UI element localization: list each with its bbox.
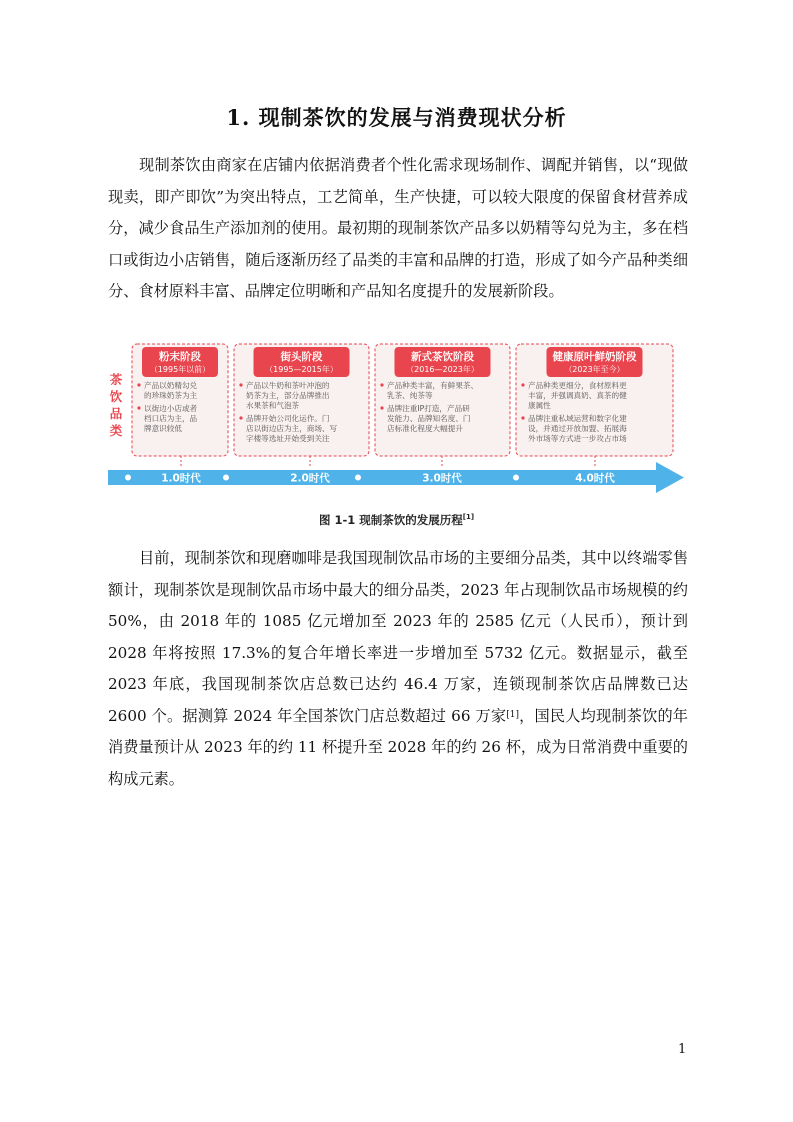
stage-name: 新式茶饮阶段 (411, 351, 474, 363)
side-label-char: 饮 (109, 389, 123, 404)
timeline-dot (223, 475, 229, 481)
stage-period: （2016—2023年） (406, 365, 479, 374)
stage-bullet-line: 牌意识较低 (144, 424, 182, 433)
era-label: 1.0时代 (161, 472, 201, 485)
stage-name: 健康原叶鲜奶阶段 (552, 351, 637, 363)
stage-bullet-line: 产品种类丰富，有鲜果茶、 (387, 381, 479, 390)
figure-caption (0, 512, 793, 528)
side-label-char: 品 (109, 406, 123, 421)
timeline-dot (513, 475, 519, 481)
side-label-char: 茶 (109, 372, 123, 387)
arrow-head (656, 462, 684, 493)
intro-paragraph: 现制茶饮由商家在店铺内依据消费者个性化需求现场制作、调配并销售，以“现做现卖，即产即饮”为突出特点，工艺简单，生产快捷，可以较大限度的保留食材营养成分，减少食品生产添加剂的使用。最初期的现制茶饮产品多以奶精等勾兑为主，多在档口或街边小店销售，随后逐渐历经了品类的丰富和品牌的打造，形成了如今产品种类细分、食材原料丰富、品牌定位明晰和产品知名度提升的发展新阶段。 (108, 156, 688, 300)
stage-bullet-line: 品牌注重私域运营和数字化建 (528, 414, 627, 423)
caption-ref: [1] (462, 513, 475, 522)
stage-bullet-line: 丰富，并强调真奶、真茶的健 (528, 391, 627, 400)
bullet-dot (380, 383, 383, 386)
era-label: 2.0时代 (290, 472, 330, 485)
bullet-dot (239, 383, 242, 386)
stage-bullet-line: 档口店为主，品 (144, 414, 198, 423)
market-paragraph (108, 543, 688, 795)
page-number: 1 (678, 1042, 687, 1057)
bullet-dot (380, 406, 383, 409)
bullet-dot (137, 383, 140, 386)
stage-bullet-line: 字楼等选址开始受到关注 (246, 434, 330, 443)
stage-bullet-line: 产品种类更细分，食材原料更 (528, 381, 627, 390)
stage-panel (132, 344, 228, 468)
stage-bullet-line: 以街边小店或者 (144, 404, 198, 413)
era-label: 4.0时代 (575, 472, 615, 485)
page-title: 1. 现制茶饮的发展与消费现状分析 (226, 105, 567, 130)
timeline-dot (125, 475, 131, 481)
stage-name: 街头阶段 (280, 351, 323, 363)
citation-ref: [1] (506, 709, 519, 720)
era-label: 3.0时代 (422, 472, 462, 485)
stage-bullet-line: 产品以牛奶和茶叶冲泡的 (246, 381, 330, 390)
market-text-end: ，国民人均现制茶饮的年消费量预计从 2023 年的约 11 杯提升至 2028 年的约 26 杯，成为日常消费中重要的构成元素。 (108, 706, 688, 788)
stage-bullet-line: 的珍珠奶茶为主 (144, 391, 198, 400)
bullet-dot (521, 416, 524, 419)
stage-name: 粉末阶段 (159, 351, 201, 363)
bullet-dot (521, 383, 524, 386)
stage-panel (234, 344, 369, 468)
stage-bullet-line: 水果茶和气泡茶 (246, 401, 300, 410)
side-label (110, 372, 123, 438)
timeline-dot (355, 475, 361, 481)
development-timeline-figure (106, 340, 688, 502)
bullet-dot (137, 406, 140, 409)
stage-bullet-line: 乳茶、纯茶等 (387, 391, 433, 400)
stage-bullet-line: 店以街边店为主，商场、写 (246, 424, 338, 433)
stage-bullet-line: 产品以奶精勾兑 (144, 381, 198, 390)
bullet-dot (239, 416, 242, 419)
stage-bullet-line: 发能力、品牌知名度、门 (387, 414, 471, 423)
caption-text: 图 1-1 现制茶饮的发展历程 (318, 513, 463, 527)
stage-bullet-line: 设，并通过开放加盟、拓展海 (528, 424, 627, 433)
stage-period: （2023年至今） (564, 365, 625, 374)
stage-panel (375, 344, 510, 468)
stage-bullet-line: 奶茶为主，部分品牌推出 (246, 391, 330, 400)
stage-period: （1995年以前） (149, 365, 211, 374)
stage-period: （1995—2015年） (265, 365, 338, 374)
stage-bullet-line: 品牌注重IP打造，产品研 (387, 404, 470, 413)
stage-bullet-line: 品牌开始公司化运作。门 (246, 414, 330, 423)
market-text: 目前，现制茶饮和现磨咖啡是我国现制饮品市场的主要细分品类，其中以终端零售额计，现制茶饮是现制饮品市场中最大的细分品类，2023 年占现制饮品市场规模的约 50%，由 2018 年的 1085 亿元增加至 2023 年的 2585 亿元（人民币），预计到 2028 年将按照 17.3%的复合年增长率进一步增加至 5732 亿元。数据显示，截至 2023 年底，我国现制茶饮店总数已达约 46.4 万家，连锁现制茶饮店品牌数已达 2600 个。据测算 2024 年全国茶饮门店总数超过 66 万家 (108, 549, 688, 725)
stage-panel (516, 344, 673, 468)
stage-bullet-line: 外市场等方式进一步攻占市场 (528, 434, 627, 443)
stage-bullet-line: 康属性 (528, 401, 551, 410)
side-label-char: 类 (109, 423, 123, 438)
stage-bullet-line: 店标准化程度大幅提升 (387, 424, 463, 433)
